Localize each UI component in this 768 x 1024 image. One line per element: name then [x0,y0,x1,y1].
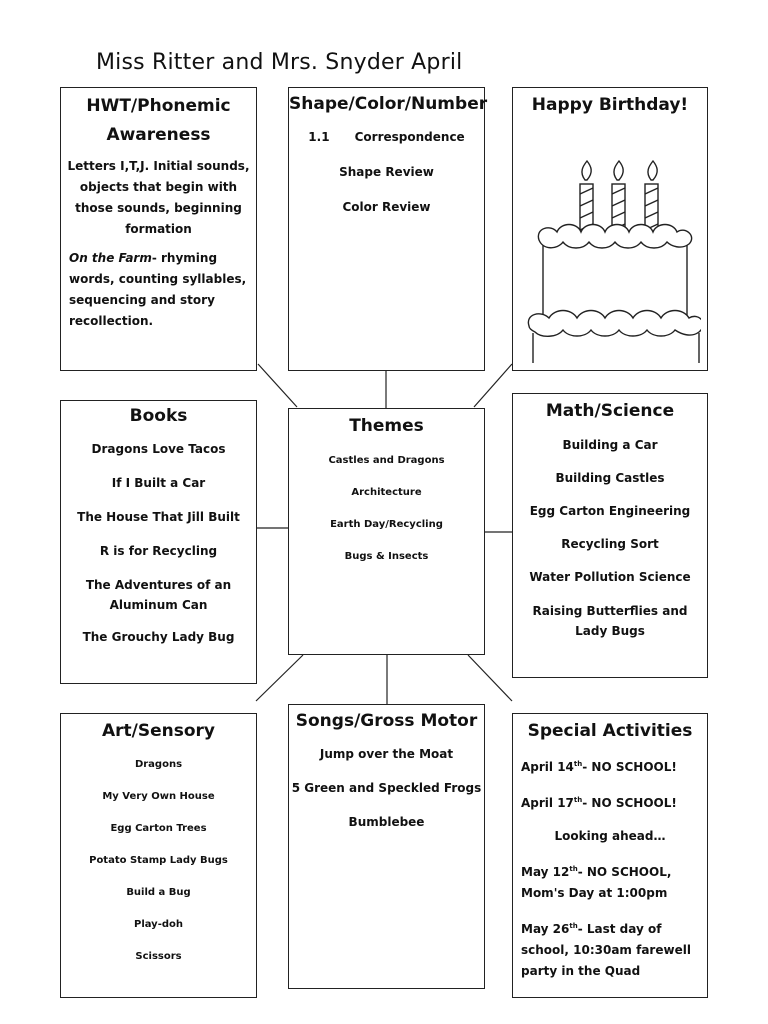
books-box [60,400,257,684]
songs-gross-motor-box [288,704,485,989]
theme-item: Earth Day/Recycling [330,519,443,530]
shape-color-number-box [288,87,488,371]
songs-heading: Songs/Gross Motor [295,711,478,731]
math-item: Recycling Sort [561,537,659,551]
art-item: Scissors [135,951,182,962]
special-date-suffix: th [573,760,583,768]
art-item: My Very Own House [102,791,215,802]
special-date: May 12 [521,865,570,879]
shape-heading: Shape/Color/Number [289,94,488,114]
book-item: R is for Recycling [99,544,218,558]
math-item: Building a Car [562,438,658,452]
special-text: - NO SCHOOL! [582,760,677,774]
hwt-heading: HWT/Phonemic Awareness [86,96,231,145]
song-item: Bumblebee [348,815,425,829]
special-date: April 17 [521,796,574,810]
special-heading: Special Activities [527,721,693,741]
hwt-farm-desc: - rhyming words, counting syllables, sequencing and story recollection. [69,251,247,328]
math-item: Egg Carton Engineering [529,504,691,518]
special-text: - Last day of school, 10:30am farewell party in the Quad [521,922,691,978]
special-text: - NO SCHOOL, Mom's Day at 1:00pm [521,865,672,900]
art-item: Egg Carton Trees [110,823,207,834]
looking-ahead: Looking ahead… [554,829,666,843]
book-item: The Adventures of an Aluminum Can [85,578,232,612]
math-item: Raising Butterflies and Lady Bugs [532,604,688,638]
special-date-suffix: th [573,796,583,804]
special-text: - NO SCHOOL! [582,796,677,810]
happy-birthday-box [512,87,708,371]
math-heading: Math/Science [545,401,675,421]
shape-item: Shape Review [339,165,434,179]
special-item [521,859,699,904]
book-item: If I Built a Car [111,476,206,490]
song-item: 5 Green and Speckled Frogs [291,781,482,795]
theme-item: Castles and Dragons [328,455,445,466]
special-date-suffix: th [569,922,578,930]
math-science-box [512,393,708,678]
art-item: Potato Stamp Lady Bugs [89,855,228,866]
special-item [521,790,699,814]
book-item: The House That Jill Built [77,510,240,524]
shape-item: 1.1 Correspondence [308,130,465,144]
birthday-heading: Happy Birthday! [531,95,689,115]
theme-item: Architecture [351,487,422,498]
song-item: Jump over the Moat [319,747,454,761]
special-item [521,754,699,778]
art-item: Dragons [134,759,183,770]
special-activities-box [512,713,708,998]
math-item: Building Castles [555,471,665,485]
special-date: May 26 [521,922,570,936]
art-item: Build a Bug [126,887,191,898]
special-item [521,916,699,982]
birthday-cake-icon [521,128,701,363]
books-heading: Books [129,406,188,426]
themes-heading: Themes [349,416,424,436]
shape-item: Color Review [342,200,431,214]
book-item: Dragons Love Tacos [91,442,226,456]
art-item: Play-doh [133,919,183,930]
special-date: April 14 [521,760,574,774]
math-item: Water Pollution Science [529,570,691,584]
special-date-suffix: th [569,865,578,873]
hwt-farm-text [61,240,256,332]
hwt-phonemic-box [60,87,257,371]
art-sensory-box [60,713,257,998]
art-heading: Art/Sensory [101,721,215,741]
hwt-farm-title: On the Farm [69,251,152,265]
book-item: The Grouchy Lady Bug [82,630,235,644]
hwt-letters-text: Letters I,T,J. Initial sounds, objects that begin with those sounds, beginning formation [67,159,250,236]
page-title: Miss Ritter and Mrs. Snyder April [96,50,463,75]
themes-box [288,408,485,655]
theme-item: Bugs & Insects [344,551,429,562]
